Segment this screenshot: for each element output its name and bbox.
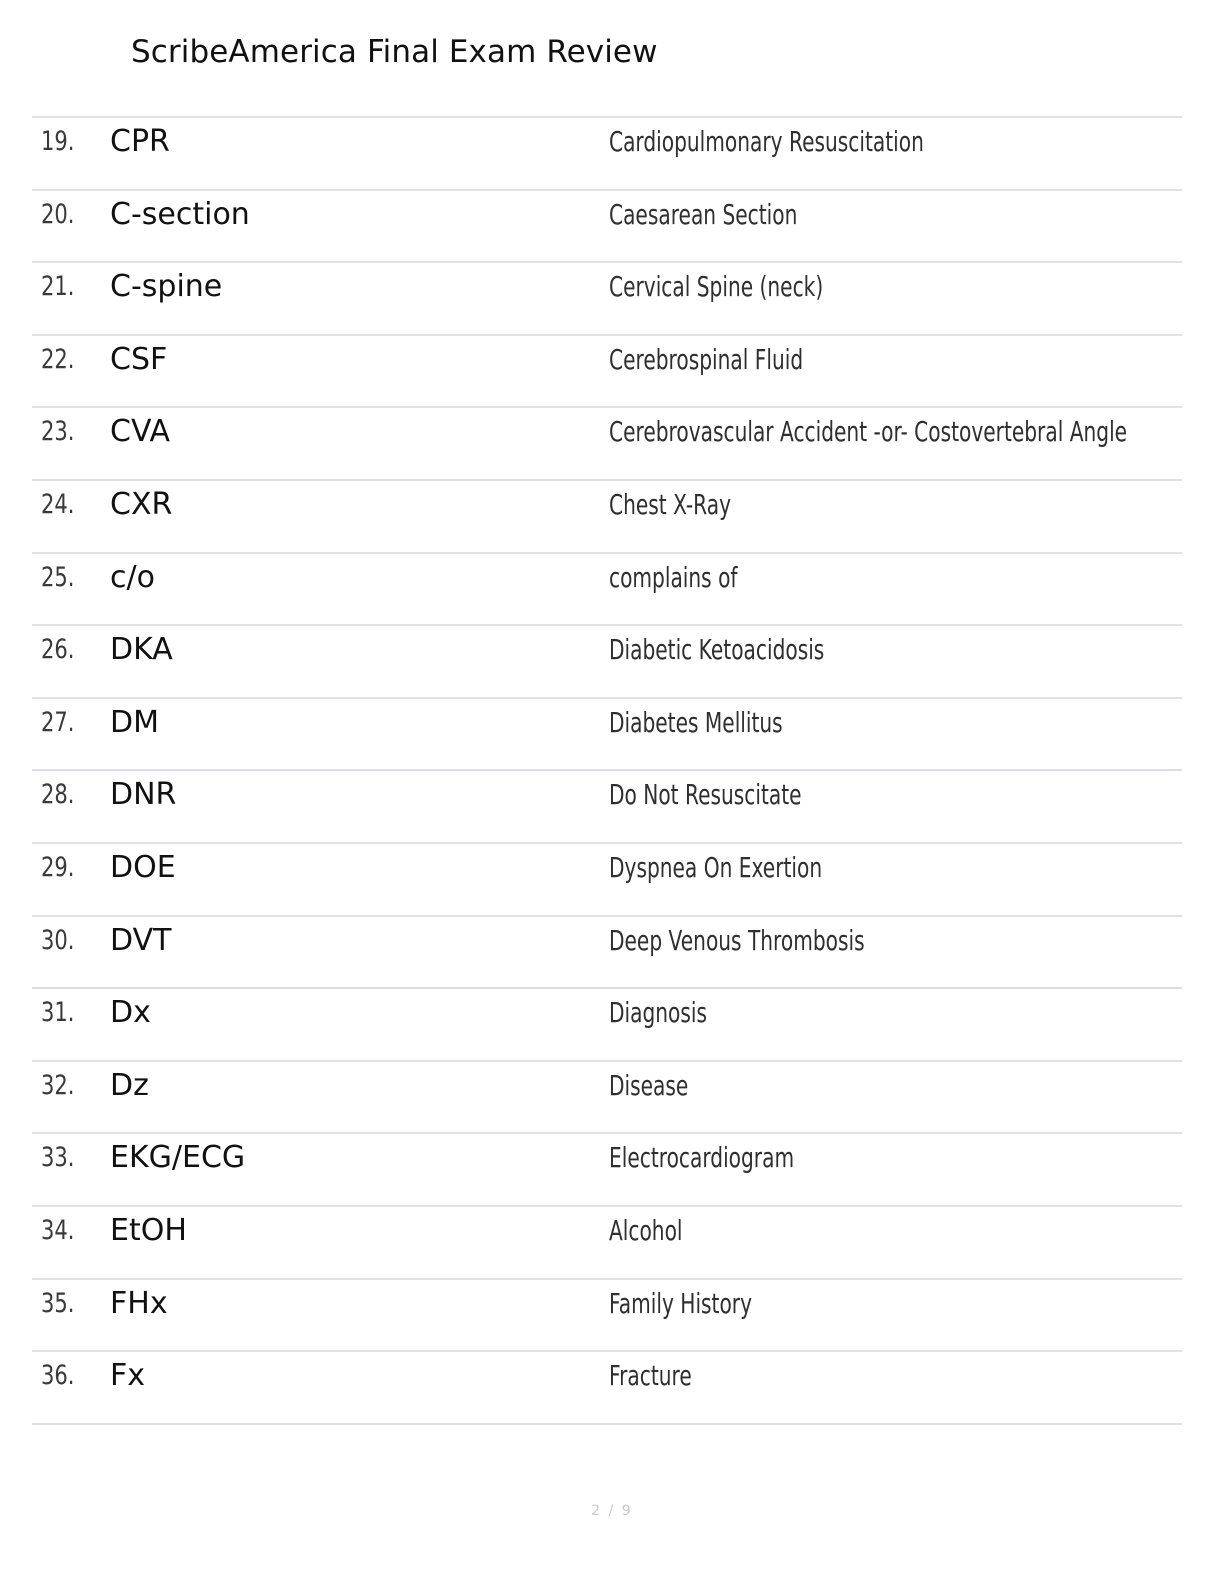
abbreviation: CVA <box>110 414 171 450</box>
definition: Electrocardiogram <box>609 1141 795 1175</box>
abbreviation: EKG/ECG <box>110 1140 246 1176</box>
abbreviation: FHx <box>110 1285 168 1321</box>
table-row <box>32 989 1182 1062</box>
table-row <box>32 336 1182 409</box>
table-row <box>32 699 1182 772</box>
table-row <box>32 1280 1182 1353</box>
abbreviation: c/o <box>110 559 155 595</box>
abbreviation: C-spine <box>110 269 223 305</box>
item-number: 29. <box>41 851 75 883</box>
definition: Cerebrovascular Accident -or- Costovertebral Angle <box>609 415 1128 449</box>
item-number: 19. <box>41 126 75 157</box>
item-number: 28. <box>41 779 75 811</box>
abbreviation: DVT <box>110 922 172 958</box>
item-number: 22. <box>41 343 75 375</box>
item-number: 30. <box>41 924 75 956</box>
table-row <box>32 1062 1182 1135</box>
item-number: 31. <box>41 997 75 1029</box>
abbreviation: DNR <box>110 777 177 813</box>
definition: Family History <box>609 1286 753 1320</box>
table-row <box>32 554 1182 627</box>
item-number: 21. <box>41 271 75 303</box>
document-title: ScribeAmerica Final Exam Review <box>131 34 658 70</box>
definition: Dyspnea On Exertion <box>609 850 823 884</box>
table-row <box>32 263 1182 336</box>
abbreviation: CXR <box>110 486 173 522</box>
item-number: 25. <box>41 561 75 593</box>
definition: Fracture <box>609 1359 692 1393</box>
table-row <box>32 1207 1182 1280</box>
definition: Deep Venous Thrombosis <box>609 923 865 957</box>
abbreviation: DKA <box>110 632 173 668</box>
table-row <box>32 191 1182 264</box>
item-number: 33. <box>41 1142 75 1174</box>
abbreviation: CPR <box>110 124 170 159</box>
table-row <box>32 1134 1182 1207</box>
abbreviation: Fx <box>110 1358 146 1394</box>
definition: Cervical Spine (neck) <box>609 270 824 304</box>
item-number: 23. <box>41 416 75 448</box>
table-row <box>32 917 1182 990</box>
item-number: 20. <box>41 198 75 230</box>
page-number: 2 / 9 <box>591 1503 633 1519</box>
definition: Cardiopulmonary Resuscitation <box>609 125 924 158</box>
item-number: 24. <box>41 488 75 520</box>
table-row <box>32 408 1182 481</box>
abbreviation: DM <box>110 704 159 740</box>
definition: complains of <box>609 560 738 594</box>
abbreviation: C-section <box>110 196 250 232</box>
abbreviation: EtOH <box>110 1212 187 1248</box>
table-row <box>32 481 1182 554</box>
item-number: 34. <box>41 1214 75 1246</box>
abbreviation: DOE <box>110 849 176 885</box>
table-row <box>32 1352 1182 1425</box>
table-row <box>32 118 1182 191</box>
item-number: 36. <box>41 1360 75 1392</box>
table-row <box>32 626 1182 699</box>
definition: Caesarean Section <box>609 197 798 231</box>
table-row <box>32 844 1182 917</box>
definition: Diabetes Mellitus <box>609 705 783 739</box>
definition: Alcohol <box>609 1213 683 1247</box>
table-row <box>32 771 1182 844</box>
definition: Chest X-Ray <box>609 487 732 521</box>
item-number: 32. <box>41 1069 75 1101</box>
item-number: 35. <box>41 1287 75 1319</box>
definition: Do Not Resuscitate <box>609 778 802 812</box>
abbreviation-table <box>32 116 1182 1425</box>
abbreviation: Dz <box>110 1067 149 1103</box>
item-number: 27. <box>41 706 75 738</box>
definition: Diabetic Ketoacidosis <box>609 633 825 667</box>
definition: Disease <box>609 1068 689 1102</box>
item-number: 26. <box>41 634 75 666</box>
definition: Diagnosis <box>609 996 707 1030</box>
abbreviation: Dx <box>110 995 151 1031</box>
definition: Cerebrospinal Fluid <box>609 342 804 376</box>
abbreviation: CSF <box>110 341 168 377</box>
